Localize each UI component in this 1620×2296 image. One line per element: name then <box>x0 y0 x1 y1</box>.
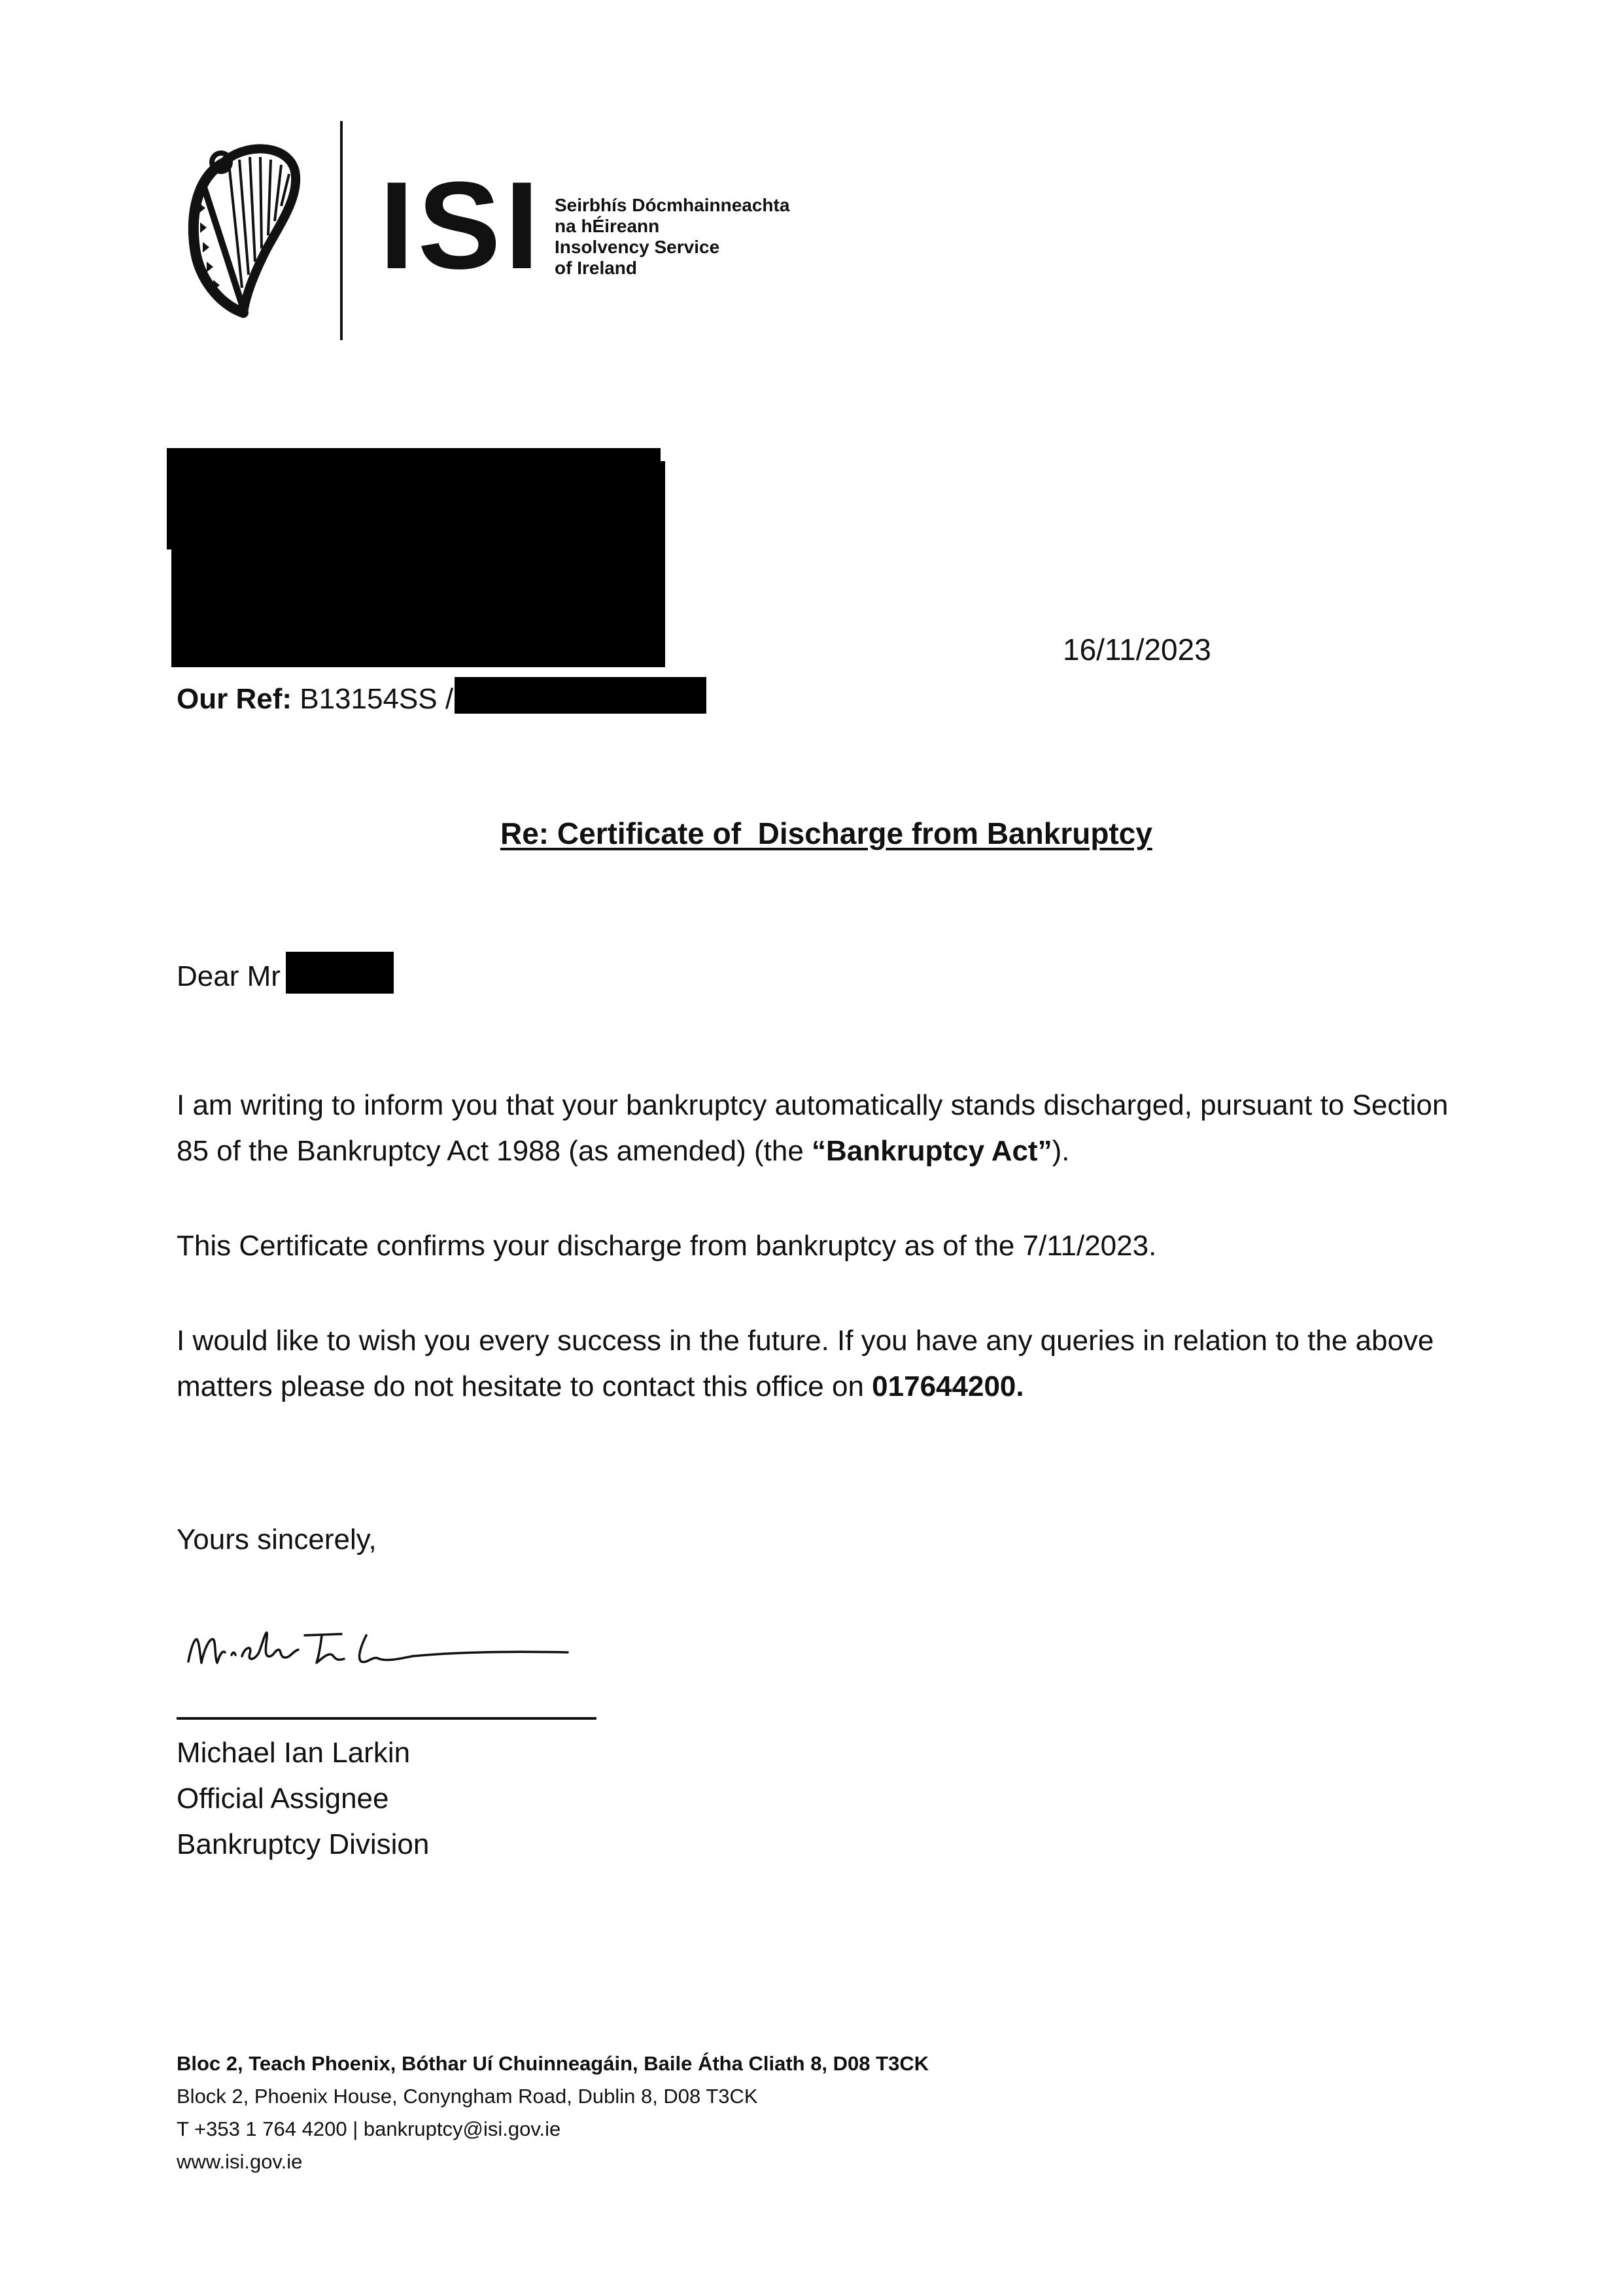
body-paragraph-3 <box>177 1318 1458 1410</box>
footer-address-irish: Bloc 2, Teach Phoenix, Bóthar Uí Chuinneagáin, Baile Átha Cliath 8, D08 T3CK <box>177 2052 929 2075</box>
salutation-text: Dear Mr <box>177 960 281 992</box>
footer-address-english: Block 2, Phoenix House, Conyngham Road, Dublin 8, D08 T3CK <box>177 2085 758 2108</box>
redacted-reference <box>455 677 706 714</box>
p3-text: I would like to wish you every success in the future. If you have any queries in relation to the above matters please do not hesitate to contact this office on <box>177 1325 1434 1402</box>
reference-value: B13154SS / <box>292 683 454 715</box>
org-line-4: of Ireland <box>555 258 638 278</box>
harp-icon <box>183 137 301 321</box>
body-paragraph-1 <box>177 1083 1458 1174</box>
phone-number: 017644200. <box>872 1370 1024 1402</box>
org-line-3: Insolvency Service <box>555 237 720 257</box>
logo-divider <box>340 121 343 340</box>
salutation <box>177 952 394 996</box>
footer <box>177 2047 929 2178</box>
signatory-name: Michael Ian Larkin <box>177 1737 411 1769</box>
redacted-surname <box>286 952 394 994</box>
closing: Yours sincerely, <box>177 1523 377 1556</box>
redacted-address-lower <box>171 461 665 667</box>
handwritten-signature <box>177 1609 582 1688</box>
organisation-name <box>555 195 829 279</box>
p1-text: I am writing to inform you that your bankruptcy automatically stands discharged, pursuant to Section 85 of the Bankruptcy Act 1988 (as amended) (the <box>177 1089 1449 1167</box>
reference-line <box>177 677 706 718</box>
signature-line <box>177 1717 596 1720</box>
signatory-title: Official Assignee <box>177 1783 389 1815</box>
letter-subject: Re: Certificate of Discharge from Bankruptcy <box>500 816 1152 850</box>
isi-logo-text: ISI <box>379 156 543 295</box>
letter-date: 16/11/2023 <box>1063 633 1211 667</box>
org-line-2: na hÉireann <box>555 216 660 236</box>
org-line-1: Seirbhís Dócmhainneachta <box>555 195 790 215</box>
footer-website: www.isi.gov.ie <box>177 2150 303 2173</box>
body-paragraph-2: This Certificate confirms your discharge from bankruptcy as of the 7/11/2023. <box>177 1230 1157 1262</box>
reference-label: Our Ref: <box>177 683 292 715</box>
signatory-division: Bankruptcy Division <box>177 1828 430 1860</box>
p1-end: ). <box>1052 1135 1070 1167</box>
p1-bold: “Bankruptcy Act” <box>812 1135 1052 1167</box>
footer-contact: T +353 1 764 4200 | bankruptcy@isi.gov.ie <box>177 2117 561 2140</box>
signatory-block <box>177 1730 429 1868</box>
